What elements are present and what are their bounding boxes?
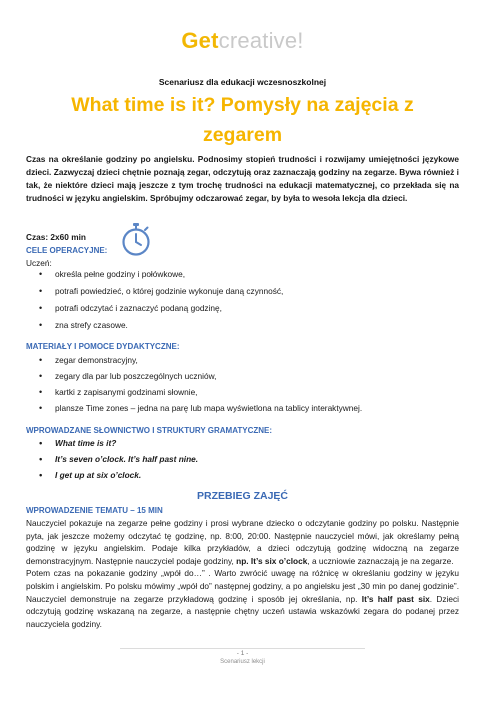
slownictwo-list	[26, 438, 446, 486]
list-item: • zegary dla par lub poszczególnych uczniów,	[26, 371, 446, 387]
footer-label: Scenariusz lekcji	[220, 659, 265, 665]
wprowadzenie-heading: WPROWADZENIE TEMATU – 15 MIN	[26, 506, 163, 515]
slownictwo-heading: WPROWADZANE SŁOWNICTWO I STRUKTURY GRAMATYCZNE:	[26, 426, 273, 435]
text-run: . Dzieci odczytują godzinę wskazaną na zegarze, a następnie chętny uczeń ustawia wskazówki zegara do podanej przez nauczyciela godziny.	[26, 593, 459, 629]
list-item: • zegar demonstracyjny,	[26, 355, 446, 371]
text-run: , a uczniowie zaznaczają je na zegarze.	[307, 555, 454, 566]
stopwatch-icon	[120, 222, 152, 258]
wprowadzenie-paragraph-1	[26, 517, 459, 567]
document-subtitle: Scenariusz dla edukacji wczesnoszkolnej	[158, 77, 327, 87]
przebieg-heading: PRZEBIEG ZAJĘĆ	[196, 490, 288, 502]
page-number: - 1 -	[236, 650, 249, 657]
list-item: • I get up at six o’clock.	[26, 470, 446, 486]
wprowadzenie-body	[26, 517, 459, 630]
text-run-bold: np. It’s six o’clock	[236, 555, 308, 566]
list-item: • plansze Time zones – jedna na parę lub mapa wyświetlona na tablicy interaktywnej.	[26, 403, 446, 419]
text-run-bold: It’s half past six	[361, 593, 430, 604]
logo-creative: creative!	[218, 28, 304, 53]
text-run: Nauczyciel pokazuje na zegarze pełne godziny i prosi wybrane dziecko o odczytanie godziny po polsku. Następnie pyta, jak jeszcze możemy odczytać tę godzinę, np. 8:00, 20:00. Następnie nauczyciel mówi, jak określamy pełną godzinę w języku angielskim. Podaje kilka przykładów, a dzieci odczytują godzinę widoczną na zegarze demonstracyjnym. Następnie nauczyciel podaje godziny,	[26, 518, 459, 566]
list-item: • What time is it?	[26, 438, 446, 454]
text-run: Potem czas na pokazanie godziny „wpół do…” . Warto zwrócić uwagę na różnicę w określaniu godziny w języku polskim i angielskim. Po polsku mówimy „wpół do” następnej godziny, a po angielsku jest „30 min po danej godzinie”. Nauczyciel demonstruje na zegarze przykładową godzinę i sposób jej określania, np.	[26, 568, 459, 604]
intro-paragraph: Czas na określanie godziny po angielsku. Podnosimy stopień trudności i rozwijamy umiejętności językowe dzieci. Zazwyczaj dzieci chętnie poznają zegar, odczytują oraz zaznaczają godziny na zegarze. Bywa również i tak, że niektóre dzieci mają jeszcze z tym trochę trudności na edukacji matematycznej, co przekłada się na trudności w języku angielskim. Spróbujmy odczarować zegar, by była to wesoła lekcja dla dzieci.	[26, 154, 459, 204]
list-item: • zna strefy czasowe.	[26, 320, 446, 337]
logo-get: Get	[181, 28, 219, 53]
list-item: • określa pełne godziny i połówkowe,	[26, 269, 446, 286]
wprowadzenie-paragraph-2	[26, 567, 459, 630]
cele-list	[26, 269, 446, 337]
cele-heading: CELE OPERACYJNE:	[26, 246, 108, 255]
cele-lead: Uczeń:	[26, 258, 52, 268]
list-item: • kartki z zapisanymi godzinami słownie,	[26, 387, 446, 403]
document-title: What time is it? Pomysły na zajęcia z zegarem	[71, 94, 414, 146]
lesson-duration: Czas: 2x60 min	[26, 232, 86, 242]
getcreative-logo	[0, 28, 485, 54]
list-item: • potrafi odczytać i zaznaczyć podaną godzinę,	[26, 303, 446, 320]
footer-divider	[120, 648, 365, 649]
materialy-heading: MATERIAŁY I POMOCE DYDAKTYCZNE:	[26, 342, 180, 351]
list-item: • It’s seven o’clock. It’s half past nine.	[26, 454, 446, 470]
list-item: • potrafi powiedzieć, o której godzinie wykonuje daną czynność,	[26, 286, 446, 303]
materialy-list	[26, 355, 446, 419]
